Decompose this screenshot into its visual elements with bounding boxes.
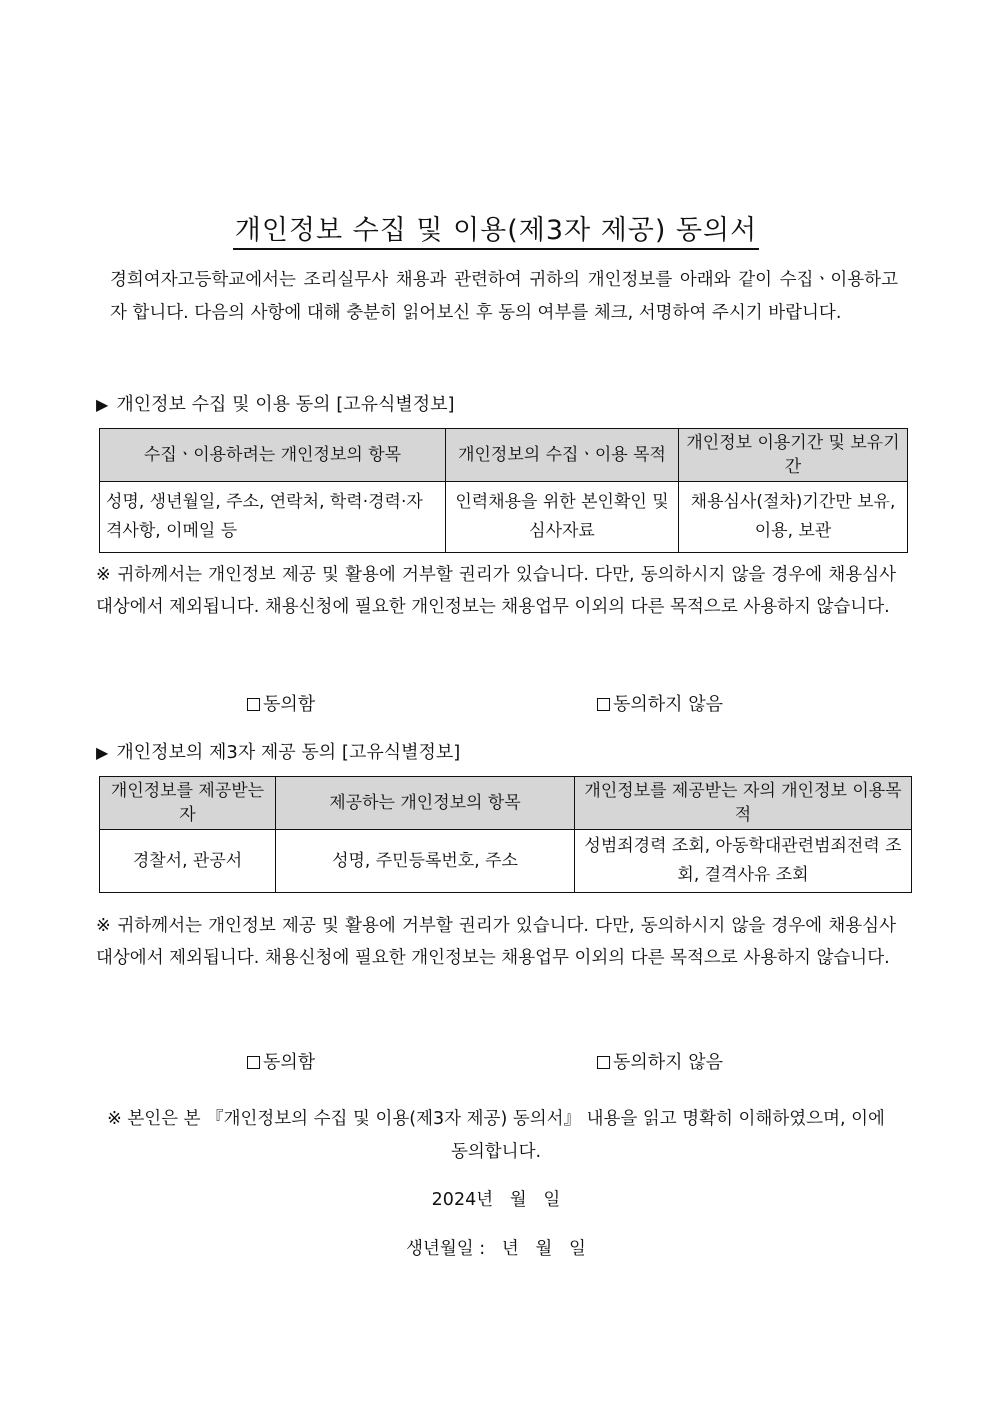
table-cell: 인력채용을 위한 본인확인 및 심사자료 bbox=[446, 482, 679, 553]
table-header: 개인정보의 수집ㆍ이용 목적 bbox=[446, 429, 679, 482]
checkbox-icon bbox=[597, 698, 610, 711]
triangle-bullet-icon: ▶ bbox=[96, 395, 109, 414]
table-header: 개인정보를 제공받는자 bbox=[100, 777, 276, 830]
document-title: 개인정보 수집 및 이용(제3자 제공) 동의서 bbox=[0, 208, 992, 247]
date-line: 2024년 월 일 bbox=[431, 1190, 561, 1210]
table-cell: 성명, 주민등록번호, 주소 bbox=[276, 830, 575, 893]
section2-agree-checkbox[interactable]: 동의함 bbox=[247, 1048, 315, 1074]
section1-agree-checkbox[interactable]: 동의함 bbox=[247, 690, 315, 716]
table-header: 수집ㆍ이용하려는 개인정보의 항목 bbox=[100, 429, 446, 482]
table-header: 제공하는 개인정보의 항목 bbox=[276, 777, 575, 830]
table-header: 개인정보 이용기간 및 보유기간 bbox=[679, 429, 908, 482]
section1-table bbox=[99, 428, 908, 553]
section2-table bbox=[99, 776, 912, 893]
table-cell: 채용심사(절차)기간만 보유, 이용, 보관 bbox=[679, 482, 908, 553]
section1-heading: ▶ 개인정보 수집 및 이용 동의 [고유식별정보] bbox=[96, 394, 455, 415]
section1-disagree-checkbox[interactable]: 동의하지 않음 bbox=[597, 690, 723, 716]
section2-heading: ▶ 개인정보의 제3자 제공 동의 [고유식별정보] bbox=[96, 742, 461, 763]
table-header: 개인정보를 제공받는 자의 개인정보 이용목적 bbox=[575, 777, 912, 830]
checkbox-icon bbox=[597, 1056, 610, 1069]
final-statement: ※ 본인은 본 『개인정보의 수집 및 이용(제3자 제공) 동의서』 내용을 읽고 명확히 이해하였으며, 이에 동의합니다. bbox=[107, 1109, 885, 1162]
birth-date-line: 생년월일 : 년 월 일 bbox=[406, 1239, 586, 1259]
checkbox-icon bbox=[247, 698, 260, 711]
table-cell: 경찰서, 관공서 bbox=[100, 830, 276, 893]
section1-notice: ※ 귀하께서는 개인정보 제공 및 활용에 거부할 권리가 있습니다. 다만, 동의하시지 않을 경우에 채용심사 대상에서 제외됩니다. 채용신청에 필요한 개인정보는 채용업무 이외의 다른 목적으로 사용하지 않습니다. bbox=[96, 565, 896, 617]
checkbox-icon bbox=[247, 1056, 260, 1069]
intro-paragraph: 경희여자고등학교에서는 조리실무사 채용과 관련하여 귀하의 개인정보를 아래와 같이 수집ㆍ이용하고자 합니다. 다음의 사항에 대해 충분히 읽어보신 후 동의 여부를 체크, 서명하여 주시기 바랍니다. bbox=[110, 270, 898, 323]
table-cell: 성범죄경력 조회, 아동학대관련범죄전력 조회, 결격사유 조회 bbox=[575, 830, 912, 893]
section2-disagree-checkbox[interactable]: 동의하지 않음 bbox=[597, 1048, 723, 1074]
triangle-bullet-icon: ▶ bbox=[96, 743, 109, 762]
section2-notice: ※ 귀하께서는 개인정보 제공 및 활용에 거부할 권리가 있습니다. 다만, 동의하시지 않을 경우에 채용심사 대상에서 제외됩니다. 채용신청에 필요한 개인정보는 채용업무 이외의 다른 목적으로 사용하지 않습니다. bbox=[96, 916, 896, 968]
table-cell: 성명, 생년월일, 주소, 연락처, 학력·경력·자격사항, 이메일 등 bbox=[100, 482, 446, 553]
